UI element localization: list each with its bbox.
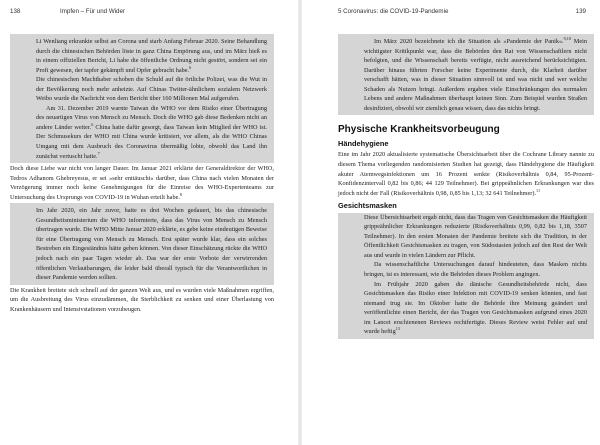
section-heading: Physische Krankheitsvorbeugung — [338, 124, 500, 136]
box-paragraph: Die chinesischen Machthaber schoben die Schuld auf die örtliche Polizei, was die Wut in der Bevölkerung noch mehr anheizte. Auf Chinas Twitter-ähnlichem sozialem Netzwerk Weibo wurde die Nachricht von dem Bericht über 160 Millionen Mal aufgerufen. — [36, 76, 267, 103]
body-paragraph: Eine im Jahr 2020 aktualisierte systematische Übersichtsarbeit über die Cochrane Library nannte zu diesem Thema vorliegenden randomisierten Studien hat gezeigt, dass Händehygiene die Häufigkeit akuter Atemwegsinfektionen um 16 Prozent senkte (Risikoverhältnis 0,84, 95-Prozent-Konfidenzintervall 0,82 bis 0,86; 44 129 Teilnehmer). Bei grippeähnlichen Erkrankungen war dies jedoch nicht der Fall (Risikoverhältnis 0,98, 0,85 bis 1,13; 32 641 Teilnehmer).$^{11}$ — [338, 151, 594, 197]
sidebar-box — [10, 203, 274, 284]
book-gutter — [298, 0, 302, 445]
body-paragraph: Doch diese Liebe war nicht von langer Dauer. Im Januar 2021 erklärte der Generaldirektor der WHO, Tedros Adhanom Ghebreyesus, er sei »sehr enttäuscht« darüber, dass China nach vielen Monaten der Verzögerung immer noch keine Genehmigungen für die Einreise des WHO-Expertenteams zur Untersuchung des Ursprungs von COVID-19 in Wuhan erteilt habe.$^8$ — [10, 165, 274, 201]
right-page-body — [338, 34, 594, 339]
sidebar-box — [10, 34, 274, 163]
left-page-header — [10, 8, 288, 20]
running-title: 5 Coronavirus: die COVID-19-Pandemie — [338, 8, 449, 15]
page-number: 139 — [575, 8, 586, 15]
box-paragraph: Da wissenschaftliche Untersuchungen darauf hindeuteten, dass Masken nichts bringen, ist es interessant, wie die Behörden dieses Problem angingen. — [364, 261, 587, 279]
box-paragraph: Am 31. Dezember 2019 warnte Taiwan die WHO vor dem Risiko einer Übertragung des neuartigen Virus von Mensch zu Mensch. Doch die WHO gab diese Bedenken nicht an andere Länder weiter.$^6$ China hatte dafür gesorgt, dass Taiwan kein Mitglied der WHO ist. Der Schmusekurs der WHO mit China wurde kritisiert, vor allem, als die WHO Chinas Umgang mit dem Ausbruch des Coronavirus übermäßig lobte, obwohl das Land ihn zunächst vertuscht hatte.$^7$ — [36, 104, 267, 160]
subheading: Händehygiene — [338, 138, 389, 148]
left-page-body — [10, 34, 274, 315]
right-page — [304, 0, 600, 445]
sidebar-box — [338, 34, 594, 115]
box-paragraph: Li Wenliang erkrankte selbst an Corona und starb Anfang Februar 2020. Seine Behandlung durch die chinesischen Behörden löste in ganz China Empörung aus, und im März hieß es in einem offiziellen Bericht, Li habe die öffentliche Ordnung nicht gestört, sondern sei ein Profi gewesen, der tapfer gekämpft und Opfer gebracht habe.$^6$ — [36, 38, 267, 74]
box-paragraph: Im Jahr 2020, ein Jahr zuvor, hatte es drei Wochen gedauert, bis das chinesische Gesundheitsministerium die WHO informierte, dass das Virus von Mensch zu Mensch übertragen wurde. Die WHO Mitte Januar 2020 erklärte, es gebe keine eindeutigen Beweise für eine Übertragung von Mensch zu Mensch. Erst später wurde klar, dass ein solches Bestreben ein Eingeständnis hätte geben können. Von dieser Einschätzung rückte die WHO jedoch nach ein paar Tagen wieder ab. Das war der erste Vorbote der verwirrenden öffentlichen Verlautbarungen, die leider bald überall typisch für die Verantwortlichen in dieser Pandemie werden sollten. — [36, 207, 267, 282]
box-paragraph: Im Frühjahr 2020 gaben die dänische Gesundheitsbehörde nicht, dass Gesichtsmasken das Risiko einer Infektion mit COVID-19 senken könnten, und fast niemand trug sie. Im Oktober hatte die Behörde ihre Meinung geändert und veröffentlichte einen Bericht, der das Tragen von Gesichtsmasken aufgrund eines 2020 im Lancet erschienenen Reviews rechtfertigte. Dieses Review weist Fehler auf und wurde heftig$^{13}$ — [364, 280, 587, 336]
body-paragraph: Die Krankheit breitete sich schnell auf der ganzen Welt aus, und es wurden viele Maßnahmen ergriffen, um die Ausbreitung des Virus einzudämmen, die Sterblichkeit zu senken und einer Überlastung von Krankenhäusern und Intensivstationen vorzubeugen. — [10, 286, 274, 313]
box-paragraph: Im März 2020 bezeichnete ich die Situation als »Pandemie der Panik«.$^{9,10}$ Mein wichtigster Kritikpunkt war, dass die Behörden den Rat von Wissenschaftlern nicht befolgten, und die Wissenschaft bereits verfügte, nicht ausreichend berücksichtigten. Darüber hinaus führten Forscher keine Experimente durch, die Klarheit darüber verschafft hätten, was in dieser Situation sinnvoll ist und was nicht und wer welche Schaden als Nutzen bringt. Außerdem ergaben viele Einschränkungen des normalen Lebens und andere Maßnahmen überhaupt keinen Sinn. Zum Beispiel wurden Straßen desinfiziert, obwohl wir ziemlich genau wissen, dass das nichts bringt. — [364, 35, 587, 112]
box-paragraph: Diese Übersichtsarbeit ergab nicht, dass das Tragen von Gesichtsmasken die Häufigkeit grippeähnlicher Erkrankungen reduzierte (Risikoverhältnis 0,99, 0,82 bis 1,18, 3507 Teilnehmer). In den ersten Monaten der Pandemie breitete sich die Tradition, in der Öffentlichkeit Gesichtsmasken zu tragen, von Südostasien jedoch auf den Rest der Welt aus und wurde in vielen Ländern zur Pflicht. — [364, 213, 587, 259]
subheading: Gesichtsmasken — [338, 201, 397, 211]
left-page — [0, 0, 296, 445]
right-page-header — [338, 8, 586, 20]
page-number: 138 — [10, 8, 21, 15]
running-title: Impfen – Für und Wider — [60, 8, 125, 15]
sidebar-box — [338, 213, 594, 339]
